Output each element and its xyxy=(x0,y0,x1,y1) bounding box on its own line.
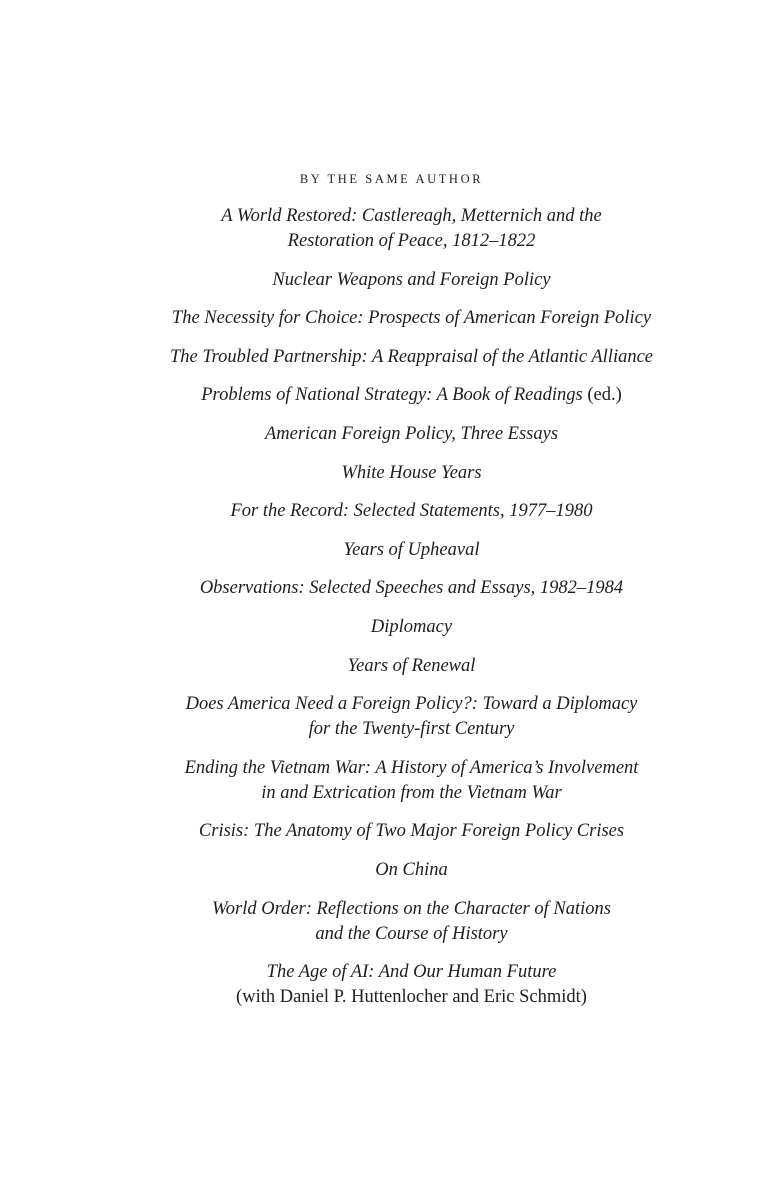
book-title-line: Ending the Vietnam War: A History of America’s Involvement xyxy=(184,757,639,778)
book-entry xyxy=(60,383,763,408)
book-title-line: Does America Need a Foreign Policy?: Toward a Diplomacy xyxy=(185,694,638,715)
book-title-line: for the Twenty-first Century xyxy=(308,719,515,740)
book-title-text: Problems of National Strategy: A Book of Readings xyxy=(201,385,583,406)
section-heading: BY THE SAME AUTHOR xyxy=(299,172,484,186)
book-entry xyxy=(60,499,763,524)
book-entry xyxy=(60,538,763,563)
book-entry xyxy=(60,692,763,742)
book-title-line: Diplomacy xyxy=(370,616,453,637)
editor-note: (ed.) xyxy=(582,385,622,406)
book-entry xyxy=(60,654,763,679)
book-title-line: White House Years xyxy=(341,462,482,483)
book-title-line: Crisis: The Anatomy of Two Major Foreign Policy Crises xyxy=(198,821,625,842)
book-entry xyxy=(60,858,763,883)
coauthor-note: (with Daniel P. Huttenlocher and Eric Schmidt) xyxy=(236,987,587,1008)
book-title-line: in and Extrication from the Vietnam War xyxy=(261,782,562,803)
book-title-line: For the Record: Selected Statements, 1977–1980 xyxy=(230,501,593,522)
book-title-line: Nuclear Weapons and Foreign Policy xyxy=(272,269,551,290)
book-entry xyxy=(60,345,763,370)
book-entry xyxy=(60,756,763,806)
book-entry xyxy=(60,897,763,947)
book-title-line: Restoration of Peace, 1812–1822 xyxy=(287,231,536,251)
book-entry xyxy=(60,576,763,601)
book-entry xyxy=(60,204,763,254)
book-entry xyxy=(60,461,763,486)
book-title-line: A World Restored: Castlereagh, Metternich and the xyxy=(221,206,602,226)
book-entry xyxy=(60,422,763,447)
book-entry xyxy=(60,819,763,844)
book-title-line: Observations: Selected Speeches and Essays, 1982–1984 xyxy=(199,578,624,599)
book-title-line: and the Course of History xyxy=(315,923,508,944)
book-entry xyxy=(60,960,763,1010)
book-title-line: The Necessity for Choice: Prospects of American Foreign Policy xyxy=(171,308,652,329)
book-title-line: On China xyxy=(375,859,448,880)
book-entry xyxy=(60,268,763,293)
book-title-line: World Order: Reflections on the Character of Nations xyxy=(212,898,611,919)
book-title-line xyxy=(60,383,763,408)
book-list xyxy=(60,204,763,1024)
book-title-line: The Troubled Partnership: A Reappraisal of the Atlantic Alliance xyxy=(169,346,654,367)
book-title-line: Years of Upheaval xyxy=(343,539,480,560)
book-title-line: The Age of AI: And Our Human Future xyxy=(266,962,557,983)
book-entry xyxy=(60,615,763,640)
book-title-line: American Foreign Policy, Three Essays xyxy=(264,423,559,444)
book-entry xyxy=(60,306,763,331)
book-title-line: Years of Renewal xyxy=(347,655,476,676)
